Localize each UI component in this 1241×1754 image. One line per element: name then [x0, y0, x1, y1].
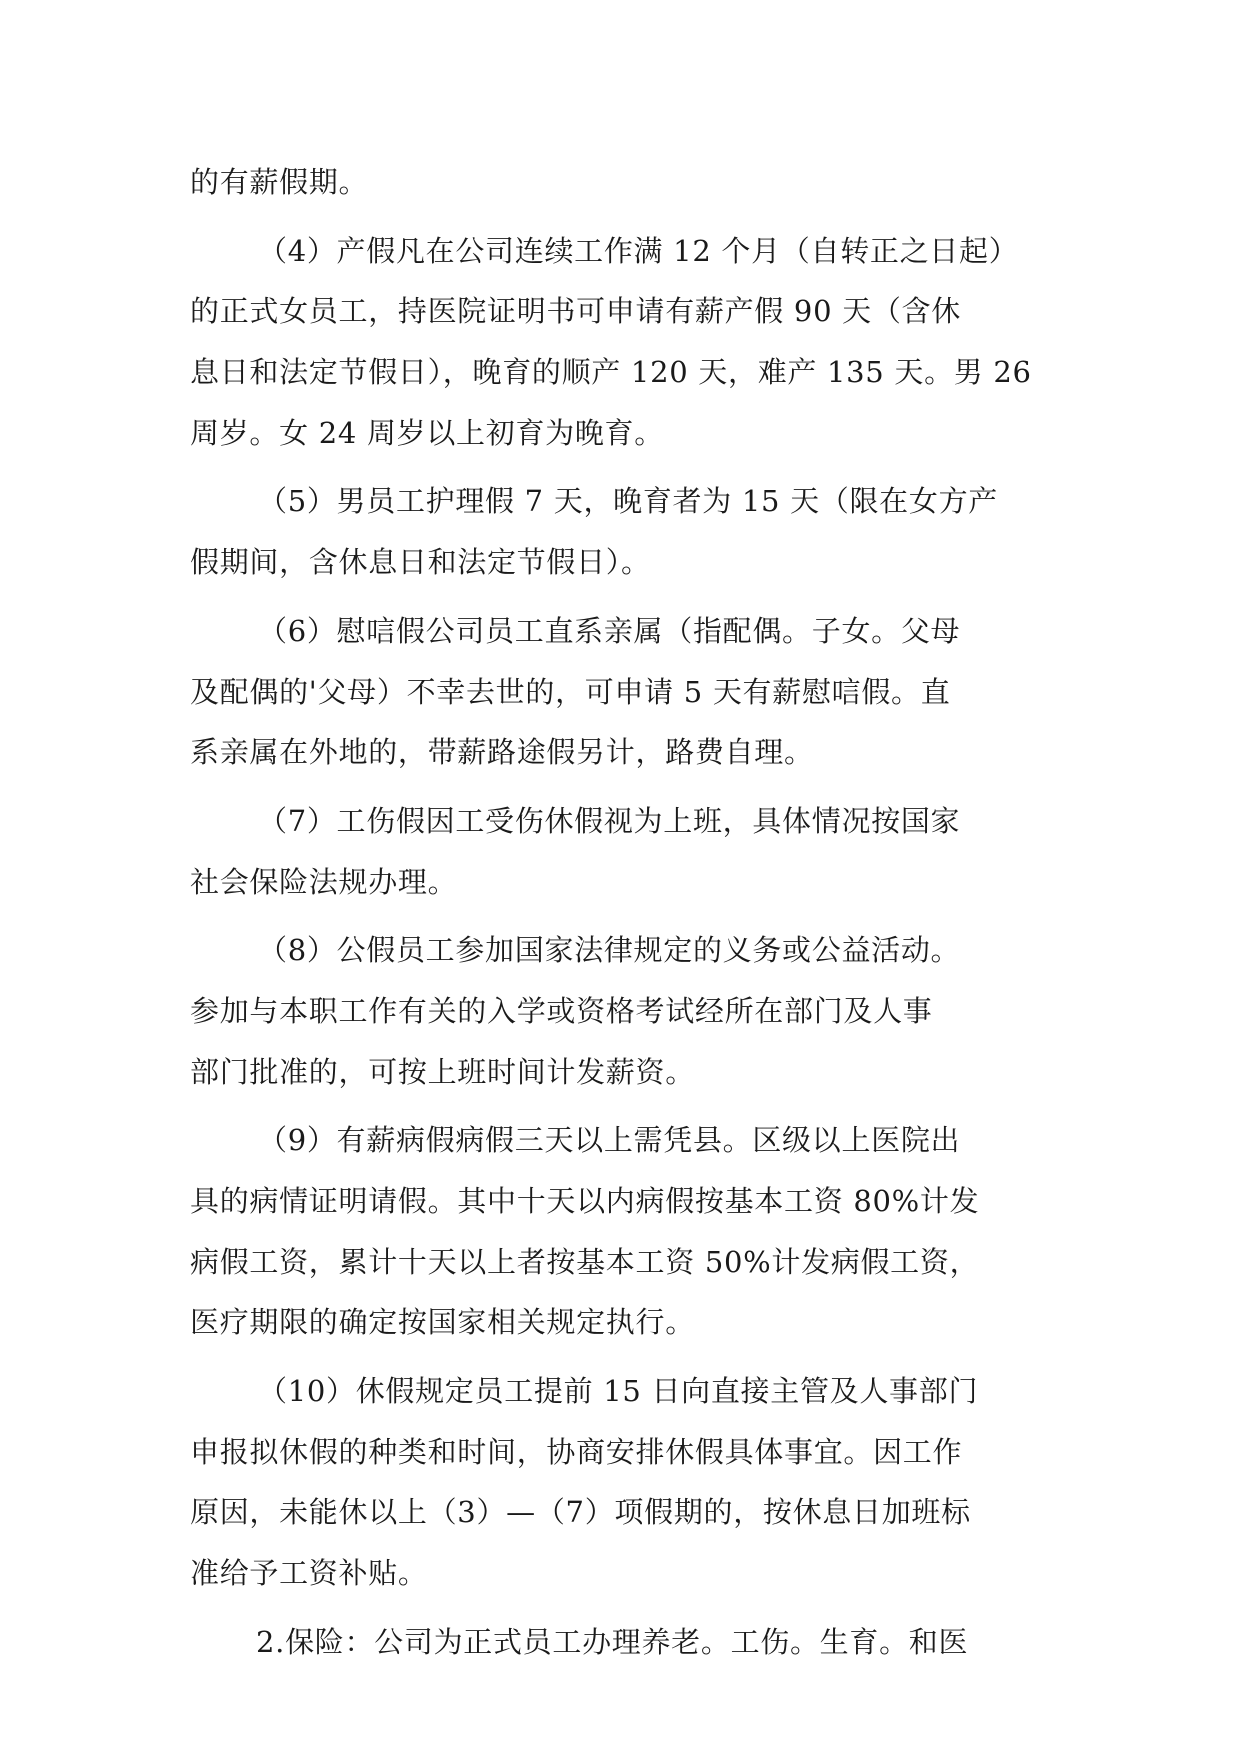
- paragraph-maternity-leave: [190, 221, 1058, 464]
- paragraph-sick-leave: [190, 1110, 1058, 1353]
- paragraph-line: 及配偶的'父母）不幸去世的，可申请 5 天有薪慰唁假。直: [190, 674, 951, 709]
- paragraph-line: （4）产假凡在公司连续工作满 12 个月（自转正之日起）: [258, 233, 1019, 268]
- paragraph-line: 假期间，含休息日和法定节假日）。: [190, 545, 651, 580]
- continuation-paragraph: [190, 152, 1058, 213]
- paragraph-line: 申报拟休假的种类和时间，协商安排休假具体事宜。因工作: [190, 1434, 963, 1469]
- section-insurance: [190, 1612, 1058, 1673]
- paragraph-line: 医疗期限的确定按国家相关规定执行。: [190, 1305, 695, 1340]
- paragraph-leave-rules: [190, 1361, 1058, 1604]
- paragraph-line: （8）公假员工参加国家法律规定的义务或公益活动。: [258, 933, 961, 968]
- paragraph-public-duty-leave: [190, 920, 1058, 1102]
- paragraph-line: 息日和法定节假日），晚育的顺产 120 天，难产 135 天。男 26: [190, 355, 1032, 390]
- paragraph-line: 周岁。女 24 周岁以上初育为晚育。: [190, 415, 664, 450]
- paragraph-line: （5）男员工护理假 7 天，晚育者为 15 天（限在女方产: [258, 484, 998, 519]
- paragraph-line: （9）有薪病假病假三天以上需凭县。区级以上医院出: [258, 1123, 961, 1158]
- paragraph-line: 参加与本职工作有关的入学或资格考试经所在部门及人事: [190, 993, 933, 1028]
- paragraph-bereavement-leave: [190, 601, 1058, 783]
- paragraph-line: 系亲属在外地的，带薪路途假另计，路费自理。: [190, 735, 814, 770]
- paragraph-line: 社会保险法规办理。: [190, 864, 458, 899]
- document-body: [190, 152, 1058, 1673]
- paragraph-line: 的有薪假期。: [190, 165, 369, 199]
- paragraph-line: （6）慰唁假公司员工直系亲属（指配偶。子女。父母: [258, 613, 961, 648]
- paragraph-line: 准给予工资补贴。: [190, 1556, 428, 1591]
- paragraph-line: 2.保险：公司为正式员工办理养老。工伤。生育。和医: [256, 1624, 969, 1659]
- paragraph-work-injury-leave: [190, 791, 1058, 912]
- paragraph-line: 部门批准的，可按上班时间计发薪资。: [190, 1054, 695, 1089]
- paragraph-line: 病假工资，累计十天以上者按基本工资 50%计发病假工资，: [190, 1244, 980, 1279]
- paragraph-line: （7）工伤假因工受伤休假视为上班，具体情况按国家: [258, 803, 961, 838]
- paragraph-line: 原因，未能休以上（3）—（7）项假期的，按休息日加班标: [190, 1495, 971, 1530]
- paragraph-line: 具的病情证明请假。其中十天以内病假按基本工资 80%计发: [190, 1184, 980, 1218]
- paragraph-paternity-leave: [190, 471, 1058, 592]
- paragraph-line: （10）休假规定员工提前 15 日向直接主管及人事部门: [258, 1374, 979, 1409]
- paragraph-line: 的正式女员工，持医院证明书可申请有薪产假 90 天（含休: [190, 294, 961, 329]
